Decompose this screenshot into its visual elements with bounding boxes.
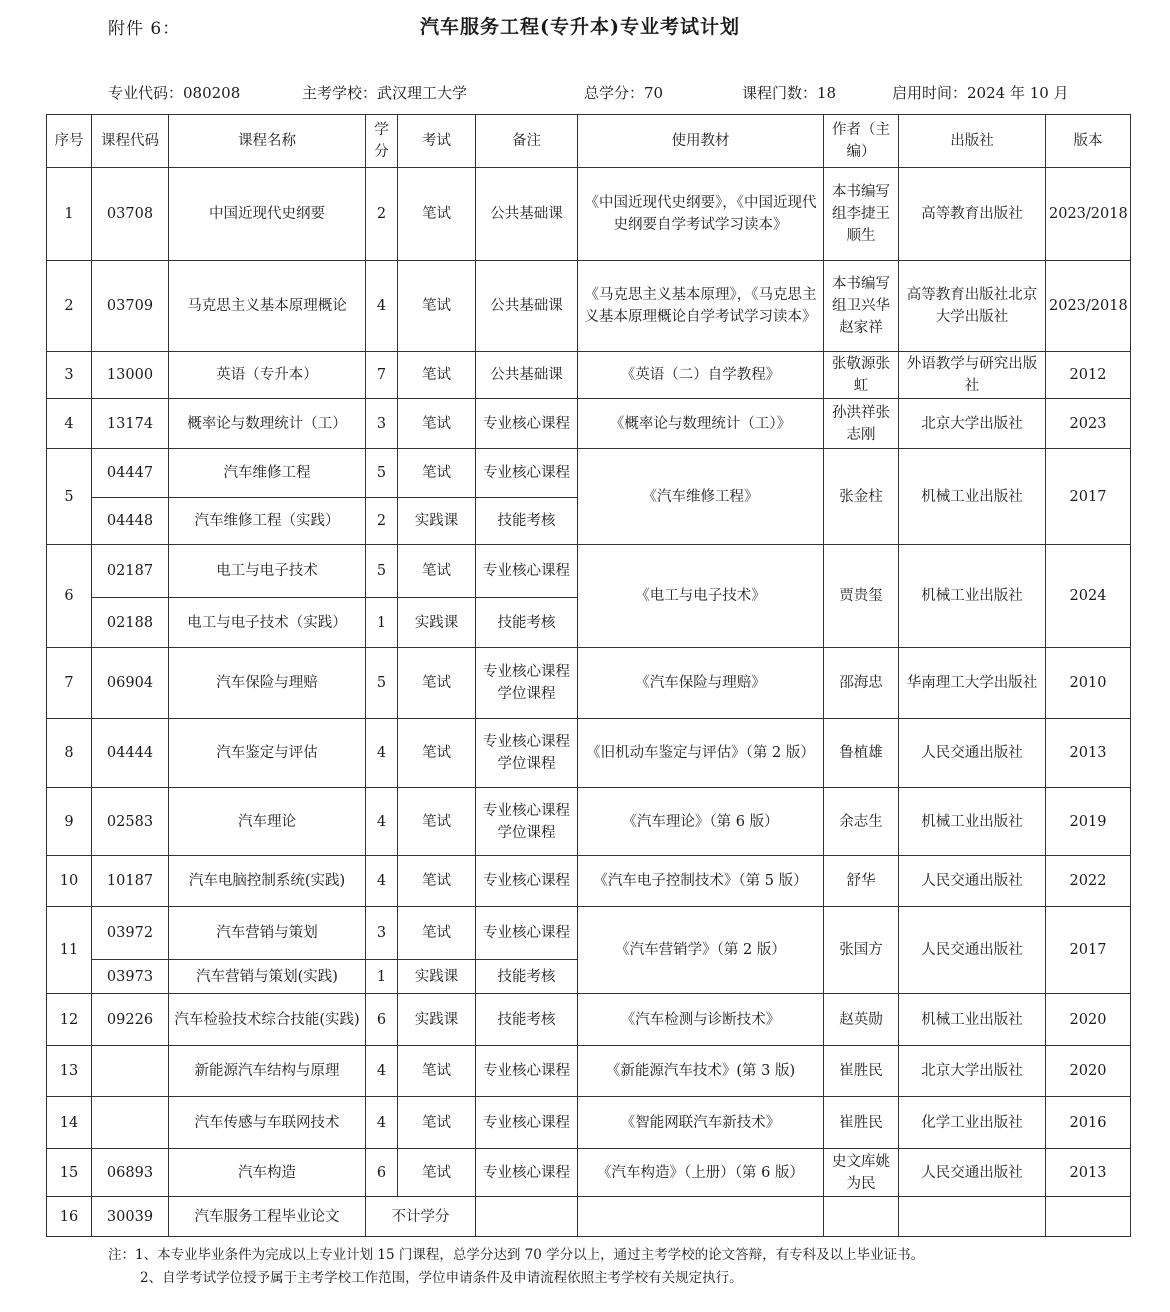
cell-author: 舒华 bbox=[824, 856, 899, 907]
cell-code: 04444 bbox=[92, 719, 169, 788]
cell-seq: 15 bbox=[47, 1149, 92, 1197]
cell-author: 赵英勋 bbox=[824, 994, 899, 1046]
cell-exam: 笔试 bbox=[398, 719, 476, 788]
cell-credit: 6 bbox=[366, 994, 398, 1046]
cell-remark: 公共基础课 bbox=[476, 168, 578, 261]
cell-credit: 2 bbox=[366, 168, 398, 261]
cell-textbook: 《中国近现代史纲要》，《中国近现代史纲要自学考试学习读本》 bbox=[578, 168, 824, 261]
cell-remark: 技能考核 bbox=[476, 960, 578, 994]
table-row bbox=[47, 788, 1131, 856]
cell-exam: 笔试 bbox=[398, 449, 476, 498]
cell-seq: 5 bbox=[47, 449, 92, 545]
cell-exam: 笔试 bbox=[398, 907, 476, 960]
cell-code: 09226 bbox=[92, 994, 169, 1046]
cell-exam: 笔试 bbox=[398, 648, 476, 719]
document-title: 汽车服务工程(专升本)专业考试计划 bbox=[420, 16, 740, 38]
cell-credit: 2 bbox=[366, 498, 398, 545]
cell-publisher: 人民交通出版社 bbox=[899, 1149, 1046, 1197]
header-name: 课程名称 bbox=[169, 115, 366, 168]
header-publisher: 出版社 bbox=[899, 115, 1046, 168]
cell-credit: 1 bbox=[366, 598, 398, 648]
cell-publisher: 人民交通出版社 bbox=[899, 856, 1046, 907]
cell-code: 30039 bbox=[92, 1197, 169, 1237]
cell-exam: 笔试 bbox=[398, 352, 476, 399]
cell-author: 本书编写组李捷王顺生 bbox=[824, 168, 899, 261]
cell-textbook bbox=[578, 1197, 824, 1237]
cell-remark: 公共基础课 bbox=[476, 261, 578, 352]
note-1: 注：1、本专业毕业条件为完成以上专业计划 15 门课程，总学分达到 70 学分以上，通过主考学校的论文答辩，有专科及以上毕业证书。 bbox=[108, 1247, 925, 1263]
cell-publisher bbox=[899, 1197, 1046, 1237]
cell-exam: 笔试 bbox=[398, 856, 476, 907]
cell-credit: 不计学分 bbox=[366, 1197, 476, 1237]
header-seq: 序号 bbox=[47, 115, 92, 168]
cell-credit: 3 bbox=[366, 907, 398, 960]
cell-code: 13000 bbox=[92, 352, 169, 399]
cell-name: 马克思主义基本原理概论 bbox=[169, 261, 366, 352]
cell-exam: 笔试 bbox=[398, 1097, 476, 1149]
cell-textbook: 《汽车检测与诊断技术》 bbox=[578, 994, 824, 1046]
table-row bbox=[47, 907, 1131, 960]
cell-exam: 实践课 bbox=[398, 960, 476, 994]
table-row bbox=[47, 352, 1131, 399]
cell-code: 02188 bbox=[92, 598, 169, 648]
cell-code: 06904 bbox=[92, 648, 169, 719]
cell-seq: 7 bbox=[47, 648, 92, 719]
header-code: 课程代码 bbox=[92, 115, 169, 168]
cell-author: 鲁植雄 bbox=[824, 719, 899, 788]
cell-textbook: 《英语（二）自学教程》 bbox=[578, 352, 824, 399]
cell-author: 本书编写组卫兴华赵家祥 bbox=[824, 261, 899, 352]
cell-name: 汽车检验技术综合技能(实践) bbox=[169, 994, 366, 1046]
cell-code: 02187 bbox=[92, 545, 169, 598]
cell-publisher: 华南理工大学出版社 bbox=[899, 648, 1046, 719]
cell-code: 06893 bbox=[92, 1149, 169, 1197]
cell-remark: 技能考核 bbox=[476, 994, 578, 1046]
cell-edition: 2017 bbox=[1046, 449, 1131, 545]
cell-author: 史文库姚为民 bbox=[824, 1149, 899, 1197]
cell-edition: 2022 bbox=[1046, 856, 1131, 907]
table-header-row bbox=[47, 115, 1131, 168]
cell-publisher: 北京大学出版社 bbox=[899, 399, 1046, 449]
cell-author: 余志生 bbox=[824, 788, 899, 856]
cell-author: 张国方 bbox=[824, 907, 899, 994]
cell-exam: 笔试 bbox=[398, 1149, 476, 1197]
note-2: 2、自学考试学位授予属于主考学校工作范围，学位申请条件及申请流程依照主考学校有关规定执行。 bbox=[140, 1270, 743, 1286]
cell-publisher: 人民交通出版社 bbox=[899, 907, 1046, 994]
table-row bbox=[47, 261, 1131, 352]
cell-credit: 4 bbox=[366, 788, 398, 856]
cell-credit: 4 bbox=[366, 261, 398, 352]
cell-name: 汽车理论 bbox=[169, 788, 366, 856]
table-row bbox=[47, 168, 1131, 261]
cell-remark: 技能考核 bbox=[476, 498, 578, 545]
table-row bbox=[47, 994, 1131, 1046]
cell-credit: 5 bbox=[366, 545, 398, 598]
cell-seq: 13 bbox=[47, 1046, 92, 1097]
cell-edition bbox=[1046, 1197, 1131, 1237]
cell-author: 张敬源张虹 bbox=[824, 352, 899, 399]
cell-textbook: 《马克思主义基本原理》，《马克思主义基本原理概论自学考试学习读本》 bbox=[578, 261, 824, 352]
cell-exam: 笔试 bbox=[398, 1046, 476, 1097]
cell-seq: 16 bbox=[47, 1197, 92, 1237]
cell-seq: 3 bbox=[47, 352, 92, 399]
cell-author: 孙洪祥张志刚 bbox=[824, 399, 899, 449]
attachment-label: 附件 6： bbox=[108, 19, 181, 39]
cell-seq: 12 bbox=[47, 994, 92, 1046]
cell-edition: 2016 bbox=[1046, 1097, 1131, 1149]
cell-publisher: 北京大学出版社 bbox=[899, 1046, 1046, 1097]
cell-exam: 笔试 bbox=[398, 399, 476, 449]
cell-publisher: 高等教育出版社 bbox=[899, 168, 1046, 261]
cell-textbook: 《汽车理论》（第 6 版） bbox=[578, 788, 824, 856]
start-time: 启用时间：2024 年 10 月 bbox=[892, 84, 1069, 102]
cell-edition: 2023/2018 bbox=[1046, 261, 1131, 352]
table-row bbox=[47, 856, 1131, 907]
cell-seq: 9 bbox=[47, 788, 92, 856]
cell-name: 中国近现代史纲要 bbox=[169, 168, 366, 261]
cell-exam: 笔试 bbox=[398, 788, 476, 856]
cell-author: 崔胜民 bbox=[824, 1097, 899, 1149]
cell-edition: 2023 bbox=[1046, 399, 1131, 449]
cell-edition: 2024 bbox=[1046, 545, 1131, 648]
cell-name: 汽车电脑控制系统(实践) bbox=[169, 856, 366, 907]
cell-edition: 2017 bbox=[1046, 907, 1131, 994]
cell-code: 03972 bbox=[92, 907, 169, 960]
cell-remark: 专业核心课程学位课程 bbox=[476, 788, 578, 856]
cell-name: 汽车保险与理赔 bbox=[169, 648, 366, 719]
cell-seq: 10 bbox=[47, 856, 92, 907]
cell-author bbox=[824, 1197, 899, 1237]
cell-code: 10187 bbox=[92, 856, 169, 907]
cell-author: 邵海忠 bbox=[824, 648, 899, 719]
cell-name: 汽车鉴定与评估 bbox=[169, 719, 366, 788]
table-row bbox=[47, 545, 1131, 598]
table-row bbox=[47, 1197, 1131, 1237]
cell-seq: 6 bbox=[47, 545, 92, 648]
cell-code: 03709 bbox=[92, 261, 169, 352]
cell-remark: 专业核心课程 bbox=[476, 856, 578, 907]
cell-remark: 专业核心课程 bbox=[476, 399, 578, 449]
cell-remark bbox=[476, 1197, 578, 1237]
cell-credit: 1 bbox=[366, 960, 398, 994]
major-code: 专业代码：080208 bbox=[108, 84, 241, 102]
cell-name: 汽车营销与策划(实践) bbox=[169, 960, 366, 994]
cell-textbook: 《智能网联汽车新技术》 bbox=[578, 1097, 824, 1149]
cell-credit: 4 bbox=[366, 1046, 398, 1097]
cell-credit: 5 bbox=[366, 648, 398, 719]
cell-remark: 专业核心课程 bbox=[476, 545, 578, 598]
cell-textbook: 《汽车维修工程》 bbox=[578, 449, 824, 545]
cell-textbook: 《汽车构造》（上册）（第 6 版） bbox=[578, 1149, 824, 1197]
cell-credit: 6 bbox=[366, 1149, 398, 1197]
cell-credit: 4 bbox=[366, 719, 398, 788]
cell-textbook: 《电工与电子技术》 bbox=[578, 545, 824, 648]
cell-name: 汽车维修工程（实践） bbox=[169, 498, 366, 545]
cell-publisher: 人民交通出版社 bbox=[899, 719, 1046, 788]
header-remark: 备注 bbox=[476, 115, 578, 168]
cell-publisher: 外语教学与研究出版社 bbox=[899, 352, 1046, 399]
cell-name: 电工与电子技术（实践） bbox=[169, 598, 366, 648]
cell-remark: 专业核心课程 bbox=[476, 1097, 578, 1149]
cell-exam: 笔试 bbox=[398, 545, 476, 598]
cell-edition: 2023/2018 bbox=[1046, 168, 1131, 261]
total-credits: 总学分：70 bbox=[584, 84, 664, 102]
cell-remark: 专业核心课程 bbox=[476, 1046, 578, 1097]
cell-seq: 8 bbox=[47, 719, 92, 788]
cell-seq: 14 bbox=[47, 1097, 92, 1149]
cell-seq: 2 bbox=[47, 261, 92, 352]
cell-textbook: 《汽车保险与理赔》 bbox=[578, 648, 824, 719]
header-exam: 考试 bbox=[398, 115, 476, 168]
header-edition: 版本 bbox=[1046, 115, 1131, 168]
cell-remark: 专业核心课程 bbox=[476, 907, 578, 960]
cell-credit: 7 bbox=[366, 352, 398, 399]
cell-code: 13174 bbox=[92, 399, 169, 449]
table-row bbox=[47, 719, 1131, 788]
table-row bbox=[47, 648, 1131, 719]
cell-publisher: 机械工业出版社 bbox=[899, 788, 1046, 856]
cell-textbook: 《新能源汽车技术》(第 3 版) bbox=[578, 1046, 824, 1097]
cell-name: 电工与电子技术 bbox=[169, 545, 366, 598]
header-credit: 学分 bbox=[366, 115, 398, 168]
cell-credit: 5 bbox=[366, 449, 398, 498]
cell-name: 新能源汽车结构与原理 bbox=[169, 1046, 366, 1097]
table-row bbox=[47, 1149, 1131, 1197]
cell-remark: 专业核心课程 bbox=[476, 449, 578, 498]
cell-edition: 2020 bbox=[1046, 1046, 1131, 1097]
cell-publisher: 高等教育出版社北京大学出版社 bbox=[899, 261, 1046, 352]
course-count: 课程门数：18 bbox=[742, 84, 837, 102]
school-name: 主考学校：武汉理工大学 bbox=[302, 84, 468, 102]
cell-name: 概率论与数理统计（工） bbox=[169, 399, 366, 449]
cell-edition: 2013 bbox=[1046, 1149, 1131, 1197]
cell-code: 04447 bbox=[92, 449, 169, 498]
cell-name: 汽车营销与策划 bbox=[169, 907, 366, 960]
cell-seq: 1 bbox=[47, 168, 92, 261]
cell-code: 04448 bbox=[92, 498, 169, 545]
cell-exam: 笔试 bbox=[398, 261, 476, 352]
cell-edition: 2010 bbox=[1046, 648, 1131, 719]
cell-author: 崔胜民 bbox=[824, 1046, 899, 1097]
cell-textbook: 《概率论与数理统计（工）》 bbox=[578, 399, 824, 449]
cell-remark: 专业核心课程学位课程 bbox=[476, 719, 578, 788]
cell-seq: 11 bbox=[47, 907, 92, 994]
cell-code: 02583 bbox=[92, 788, 169, 856]
cell-edition: 2020 bbox=[1046, 994, 1131, 1046]
cell-code bbox=[92, 1097, 169, 1149]
cell-exam: 实践课 bbox=[398, 498, 476, 545]
header-textbook: 使用教材 bbox=[578, 115, 824, 168]
cell-credit: 3 bbox=[366, 399, 398, 449]
cell-name: 汽车传感与车联网技术 bbox=[169, 1097, 366, 1149]
cell-exam: 实践课 bbox=[398, 994, 476, 1046]
cell-remark: 公共基础课 bbox=[476, 352, 578, 399]
table-row bbox=[47, 1046, 1131, 1097]
table-row bbox=[47, 449, 1131, 498]
cell-textbook: 《汽车营销学》（第 2 版） bbox=[578, 907, 824, 994]
header-author: 作者（主编） bbox=[824, 115, 899, 168]
cell-author: 贾贵玺 bbox=[824, 545, 899, 648]
cell-name: 汽车维修工程 bbox=[169, 449, 366, 498]
cell-textbook: 《旧机动车鉴定与评估》（第 2 版） bbox=[578, 719, 824, 788]
table-row bbox=[47, 1097, 1131, 1149]
cell-credit: 4 bbox=[366, 1097, 398, 1149]
cell-seq: 4 bbox=[47, 399, 92, 449]
cell-remark: 专业核心课程学位课程 bbox=[476, 648, 578, 719]
table-row bbox=[47, 399, 1131, 449]
cell-credit: 4 bbox=[366, 856, 398, 907]
cell-author: 张金柱 bbox=[824, 449, 899, 545]
cell-textbook: 《汽车电子控制技术》（第 5 版） bbox=[578, 856, 824, 907]
cell-code: 03708 bbox=[92, 168, 169, 261]
cell-remark: 专业核心课程 bbox=[476, 1149, 578, 1197]
cell-publisher: 机械工业出版社 bbox=[899, 449, 1046, 545]
cell-edition: 2019 bbox=[1046, 788, 1131, 856]
cell-publisher: 机械工业出版社 bbox=[899, 545, 1046, 648]
cell-remark: 技能考核 bbox=[476, 598, 578, 648]
cell-name: 汽车服务工程毕业论文 bbox=[169, 1197, 366, 1237]
cell-publisher: 机械工业出版社 bbox=[899, 994, 1046, 1046]
cell-edition: 2013 bbox=[1046, 719, 1131, 788]
exam-plan-table bbox=[46, 114, 1131, 1237]
cell-code bbox=[92, 1046, 169, 1097]
cell-exam: 实践课 bbox=[398, 598, 476, 648]
cell-exam: 笔试 bbox=[398, 168, 476, 261]
cell-name: 汽车构造 bbox=[169, 1149, 366, 1197]
cell-publisher: 化学工业出版社 bbox=[899, 1097, 1046, 1149]
cell-code: 03973 bbox=[92, 960, 169, 994]
cell-edition: 2012 bbox=[1046, 352, 1131, 399]
cell-name: 英语（专升本） bbox=[169, 352, 366, 399]
